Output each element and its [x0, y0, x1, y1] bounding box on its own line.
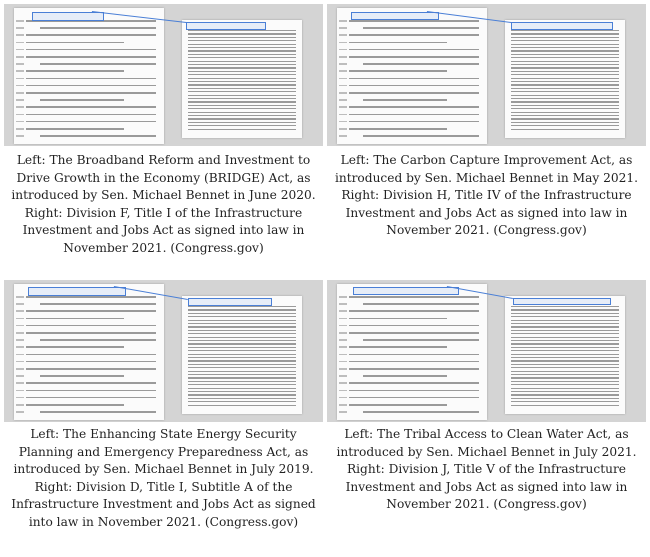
line-number	[16, 92, 24, 94]
text-line	[511, 354, 619, 355]
line-number	[16, 121, 24, 123]
text-line	[511, 105, 619, 106]
line-number	[339, 34, 347, 36]
text-line	[26, 332, 156, 334]
line-number	[16, 78, 24, 80]
line-number	[16, 303, 24, 305]
line-number	[339, 56, 347, 58]
line-number	[339, 92, 347, 94]
text-line	[511, 47, 619, 48]
text-line	[26, 49, 156, 51]
text-line	[363, 339, 479, 341]
text-line	[188, 313, 296, 314]
text-line	[511, 33, 619, 34]
text-line	[188, 88, 296, 89]
text-line	[349, 70, 447, 72]
text-line	[188, 350, 296, 351]
line-number	[339, 411, 347, 413]
highlight-box	[28, 287, 126, 296]
text-line	[511, 374, 619, 375]
text-line	[40, 375, 124, 377]
text-line	[188, 122, 296, 123]
text-line	[188, 61, 296, 62]
document-comparison-thumbnail	[327, 280, 646, 422]
figure-caption: Left: The Carbon Capture Improvement Act, as introduced by Sen. Michael Bennet in May 2021. Right: Division H, Title IV of the Infrastructure Investment and Jobs Act as signed into law in November 2021. (Congress.gov)	[334, 153, 639, 238]
text-line	[188, 343, 296, 344]
text-line	[363, 411, 479, 413]
text-line	[363, 63, 479, 65]
text-line	[511, 30, 619, 31]
text-line	[40, 99, 124, 101]
line-number	[339, 325, 347, 327]
text-line	[26, 296, 156, 298]
text-line	[511, 350, 619, 351]
text-line	[511, 84, 619, 85]
text-line	[511, 347, 619, 348]
line-number	[16, 361, 24, 363]
text-line	[26, 114, 156, 116]
text-line	[511, 401, 619, 402]
text-line	[511, 381, 619, 382]
document-comparison-thumbnail	[4, 280, 323, 422]
text-line	[511, 388, 619, 389]
highlight-box	[513, 298, 611, 305]
text-line	[26, 310, 156, 312]
text-line	[511, 309, 619, 310]
text-line	[188, 374, 296, 375]
line-number	[339, 85, 347, 87]
text-line	[188, 340, 296, 341]
text-line	[26, 318, 124, 320]
text-line	[40, 339, 156, 341]
text-line	[188, 125, 296, 126]
text-line	[511, 326, 619, 327]
text-line	[349, 368, 479, 370]
enacted-law-page	[505, 20, 625, 138]
line-number	[339, 99, 347, 101]
text-line	[511, 95, 619, 96]
line-number	[339, 390, 347, 392]
text-line	[511, 112, 619, 113]
text-line	[188, 388, 296, 389]
line-number	[339, 121, 347, 123]
text-line	[188, 323, 296, 324]
text-line	[188, 33, 296, 34]
text-line	[511, 323, 619, 324]
line-number	[16, 20, 24, 22]
text-line	[26, 121, 156, 123]
line-number	[339, 303, 347, 305]
text-line	[26, 397, 156, 399]
text-line	[26, 42, 124, 44]
text-line	[511, 337, 619, 338]
text-line	[188, 347, 296, 348]
text-line	[349, 121, 479, 123]
text-line	[26, 128, 124, 130]
highlight-box	[351, 12, 439, 20]
line-number	[16, 382, 24, 384]
line-number	[16, 99, 24, 101]
text-line	[188, 316, 296, 317]
text-line	[511, 78, 619, 79]
line-number	[16, 63, 24, 65]
line-number	[16, 128, 24, 130]
line-number	[16, 34, 24, 36]
text-line	[349, 354, 479, 356]
introduced-bill-page	[337, 284, 487, 420]
line-number	[339, 346, 347, 348]
highlight-box	[186, 22, 266, 30]
text-line	[349, 404, 447, 406]
text-line	[349, 85, 479, 87]
text-line	[511, 330, 619, 331]
text-line	[511, 57, 619, 58]
text-line	[188, 71, 296, 72]
text-line	[511, 67, 619, 68]
introduced-bill-page	[14, 8, 164, 144]
text-line	[511, 40, 619, 41]
text-line	[511, 394, 619, 395]
text-line	[511, 98, 619, 99]
line-number	[16, 85, 24, 87]
line-number	[339, 361, 347, 363]
line-number	[339, 310, 347, 312]
text-line	[26, 85, 156, 87]
text-line	[26, 390, 156, 392]
enacted-law-page	[182, 296, 302, 414]
text-line	[511, 405, 619, 406]
text-line	[511, 306, 619, 307]
text-line	[188, 391, 296, 392]
text-line	[188, 74, 296, 75]
text-line	[511, 357, 619, 358]
line-number	[16, 114, 24, 116]
text-line	[188, 98, 296, 99]
text-line	[511, 367, 619, 368]
line-number	[16, 390, 24, 392]
text-line	[188, 64, 296, 65]
line-number	[339, 382, 347, 384]
text-line	[363, 135, 479, 137]
text-line	[511, 74, 619, 75]
text-line	[188, 330, 296, 331]
text-line	[26, 34, 156, 36]
line-number	[339, 404, 347, 406]
line-number	[339, 128, 347, 130]
line-number	[16, 135, 24, 137]
text-line	[511, 37, 619, 38]
text-line	[511, 64, 619, 65]
document-comparison-thumbnail	[4, 4, 323, 146]
text-line	[26, 78, 156, 80]
text-line	[349, 390, 479, 392]
text-line	[363, 27, 479, 29]
line-number	[339, 339, 347, 341]
text-line	[349, 42, 447, 44]
text-line	[188, 377, 296, 378]
text-line	[188, 129, 296, 130]
line-number	[339, 106, 347, 108]
text-line	[188, 84, 296, 85]
line-number	[339, 375, 347, 377]
text-line	[26, 346, 124, 348]
text-line	[349, 20, 479, 22]
text-line	[40, 303, 156, 305]
text-line	[188, 108, 296, 109]
text-line	[188, 40, 296, 41]
text-line	[511, 91, 619, 92]
text-line	[511, 108, 619, 109]
line-number	[16, 310, 24, 312]
text-line	[511, 71, 619, 72]
line-number	[16, 318, 24, 320]
text-line	[188, 320, 296, 321]
line-number	[16, 325, 24, 327]
line-number	[339, 135, 347, 137]
text-line	[188, 337, 296, 338]
text-line	[349, 92, 479, 94]
text-line	[26, 368, 156, 370]
text-line	[26, 56, 156, 58]
text-line	[188, 115, 296, 116]
comparison-grid	[4, 4, 646, 553]
text-line	[511, 44, 619, 45]
text-line	[511, 333, 619, 334]
text-line	[188, 95, 296, 96]
text-line	[188, 371, 296, 372]
text-line	[349, 128, 447, 130]
line-number	[16, 332, 24, 334]
text-line	[511, 115, 619, 116]
text-line	[511, 364, 619, 365]
text-line	[188, 326, 296, 327]
comparison-panel-bridge-act	[4, 4, 323, 280]
text-line	[188, 394, 296, 395]
line-number	[339, 354, 347, 356]
line-number	[16, 70, 24, 72]
text-line	[188, 306, 296, 307]
line-number	[16, 42, 24, 44]
line-number	[339, 296, 347, 298]
text-line	[511, 398, 619, 399]
line-number	[339, 70, 347, 72]
text-line	[349, 361, 479, 363]
line-number	[16, 339, 24, 341]
text-line	[511, 384, 619, 385]
text-line	[511, 122, 619, 123]
text-line	[511, 313, 619, 314]
line-number	[339, 27, 347, 29]
text-line	[26, 361, 156, 363]
text-line	[188, 91, 296, 92]
line-number	[16, 106, 24, 108]
text-line	[349, 332, 479, 334]
figure-caption: Left: The Enhancing State Energy Security Planning and Emergency Preparedness Act, as introduced by Sen. Michael Bennet in July 2019. Right: Division D, Title I, Subtitle A of the Infrastructure Investment and Jobs Act as signed into law in November 2021. (Congress.gov)	[11, 427, 316, 529]
text-line	[349, 397, 479, 399]
line-number	[339, 20, 347, 22]
text-line	[188, 105, 296, 106]
text-line	[188, 398, 296, 399]
line-number	[16, 404, 24, 406]
line-number	[16, 56, 24, 58]
text-line	[188, 364, 296, 365]
text-line	[188, 384, 296, 385]
line-number	[16, 296, 24, 298]
highlight-box	[32, 12, 104, 21]
text-line	[511, 50, 619, 51]
text-line	[40, 135, 156, 137]
introduced-bill-page	[14, 284, 164, 420]
text-line	[349, 296, 479, 298]
text-line	[349, 318, 447, 320]
text-line	[349, 310, 479, 312]
line-number	[16, 346, 24, 348]
text-line	[511, 343, 619, 344]
text-line	[26, 382, 156, 384]
line-number	[339, 332, 347, 334]
text-line	[188, 30, 296, 31]
line-number	[16, 411, 24, 413]
comparison-panel-tribal-clean-water-act	[327, 280, 646, 553]
text-line	[40, 63, 156, 65]
document-comparison-thumbnail	[327, 4, 646, 146]
text-line	[188, 333, 296, 334]
text-line	[511, 360, 619, 361]
figure-caption: Left: The Tribal Access to Clean Water Act, as introduced by Sen. Michael Bennet in July 2021. Right: Division J, Title V of the Infrastructure Investment and Jobs Act as signed into law in November 2021. (Congress.gov)	[336, 427, 637, 512]
text-line	[188, 47, 296, 48]
text-line	[349, 34, 479, 36]
text-line	[188, 44, 296, 45]
text-line	[188, 381, 296, 382]
text-line	[511, 371, 619, 372]
line-number	[339, 368, 347, 370]
text-line	[363, 375, 447, 377]
line-number	[339, 78, 347, 80]
text-line	[40, 411, 156, 413]
text-line	[349, 78, 479, 80]
line-number	[339, 42, 347, 44]
line-number	[16, 27, 24, 29]
line-number	[16, 49, 24, 51]
highlight-box	[188, 298, 272, 306]
text-line	[188, 112, 296, 113]
text-line	[363, 303, 479, 305]
text-line	[511, 61, 619, 62]
text-line	[188, 401, 296, 402]
text-line	[511, 129, 619, 130]
text-line	[40, 27, 156, 29]
text-line	[188, 367, 296, 368]
text-line	[188, 57, 296, 58]
line-number	[16, 375, 24, 377]
text-line	[188, 309, 296, 310]
text-line	[511, 118, 619, 119]
highlight-box	[511, 22, 613, 30]
text-line	[511, 391, 619, 392]
text-line	[511, 320, 619, 321]
text-line	[511, 377, 619, 378]
line-number	[339, 318, 347, 320]
line-number	[339, 63, 347, 65]
text-line	[511, 81, 619, 82]
line-number	[339, 49, 347, 51]
text-line	[188, 81, 296, 82]
text-line	[188, 37, 296, 38]
text-line	[349, 49, 479, 51]
text-line	[26, 354, 156, 356]
introduced-bill-page	[337, 8, 487, 144]
line-number	[16, 354, 24, 356]
enacted-law-page	[182, 20, 302, 138]
line-number	[339, 397, 347, 399]
text-line	[349, 106, 479, 108]
text-line	[188, 78, 296, 79]
text-line	[349, 382, 479, 384]
text-line	[188, 67, 296, 68]
line-number	[16, 368, 24, 370]
text-line	[26, 92, 156, 94]
line-number	[339, 114, 347, 116]
text-line	[188, 54, 296, 55]
text-line	[363, 99, 447, 101]
figure-caption: Left: The Broadband Reform and Investment to Drive Growth in the Economy (BRIDGE) Act, as introduced by Sen. Michael Bennet in June 2020. Right: Division F, Title I of the Infrastructure Investment and Jobs Act as signed into law in November 2021. (Congress.gov)	[11, 153, 316, 255]
line-number	[16, 397, 24, 399]
text-line	[349, 114, 479, 116]
text-line	[511, 125, 619, 126]
text-line	[188, 118, 296, 119]
text-line	[349, 325, 479, 327]
text-line	[511, 340, 619, 341]
text-line	[188, 50, 296, 51]
text-line	[349, 56, 479, 58]
highlight-box	[353, 287, 459, 295]
text-line	[188, 405, 296, 406]
text-line	[26, 70, 124, 72]
text-line	[26, 106, 156, 108]
text-line	[26, 404, 124, 406]
text-line	[511, 54, 619, 55]
text-line	[188, 101, 296, 102]
text-line	[511, 316, 619, 317]
text-line	[511, 88, 619, 89]
text-line	[188, 354, 296, 355]
text-line	[188, 360, 296, 361]
comparison-panel-state-energy-security-act	[4, 280, 323, 553]
text-line	[26, 325, 156, 327]
text-line	[188, 357, 296, 358]
comparison-panel-carbon-capture-act	[327, 4, 646, 280]
text-line	[349, 346, 447, 348]
enacted-law-page	[505, 296, 625, 414]
text-line	[511, 101, 619, 102]
